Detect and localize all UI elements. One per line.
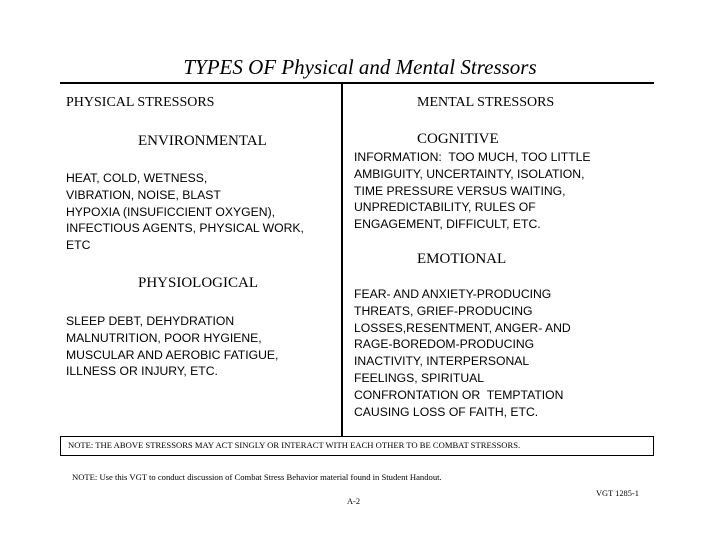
physiological-heading: PHYSIOLOGICAL [138, 275, 258, 291]
stressors-note: NOTE: THE ABOVE STRESSORS MAY ACT SINGLY OR INTERACT WITH EACH OTHER TO BE COMBAT STRESSORS. [68, 440, 521, 450]
environmental-heading: ENVIRONMENTAL [138, 133, 267, 149]
physiological-list: SLEEP DEBT, DEHYDRATION MALNUTRITION, POOR HYGIENE, MUSCULAR AND AEROBIC FATIGUE, ILLNESS OR INJURY, ETC. [66, 314, 279, 379]
title-rule [60, 82, 654, 84]
cognitive-list: INFORMATION: TOO MUCH, TOO LITTLE AMBIGUITY, UNCERTAINTY, ISOLATION, TIME PRESSURE VERSUS WAITING, UNPREDICTABILITY, RULES OF ENGAGEMENT, DIFFICULT, ETC. [354, 150, 591, 232]
page-number: A-2 [347, 497, 361, 506]
page-title: TYPES OF Physical and Mental Stressors [183, 55, 537, 79]
environmental-list: HEAT, COLD, WETNESS, VIBRATION, NOISE, BLAST HYPOXIA (INSUFICCIENT OXYGEN), INFECTIOUS AGENTS, PHYSICAL WORK, ETC [66, 171, 304, 253]
stressors-note-box [60, 436, 654, 456]
mental-stressors-header: MENTAL STRESSORS [417, 95, 555, 110]
vgt-code: VGT 1285-1 [596, 489, 639, 498]
column-divider [341, 84, 343, 436]
physical-stressors-header: PHYSICAL STRESSORS [66, 95, 215, 110]
emotional-list: FEAR- AND ANXIETY-PRODUCING THREATS, GRIEF-PRODUCING LOSSES,RESENTMENT, ANGER- AND RAGE-BOREDOM-PRODUCING INACTIVITY, INTERPERSONAL FEELINGS, SPIRITUAL CONFRONTATION OR TEMPTATION CAUSING LOSS OF FAITH, ETC. [354, 287, 571, 419]
cognitive-heading: COGNITIVE [417, 131, 499, 147]
emotional-heading: EMOTIONAL [417, 251, 507, 267]
instruction-note: NOTE: Use this VGT to conduct discussion of Combat Stress Behavior material found in Student Handout. [72, 472, 442, 482]
